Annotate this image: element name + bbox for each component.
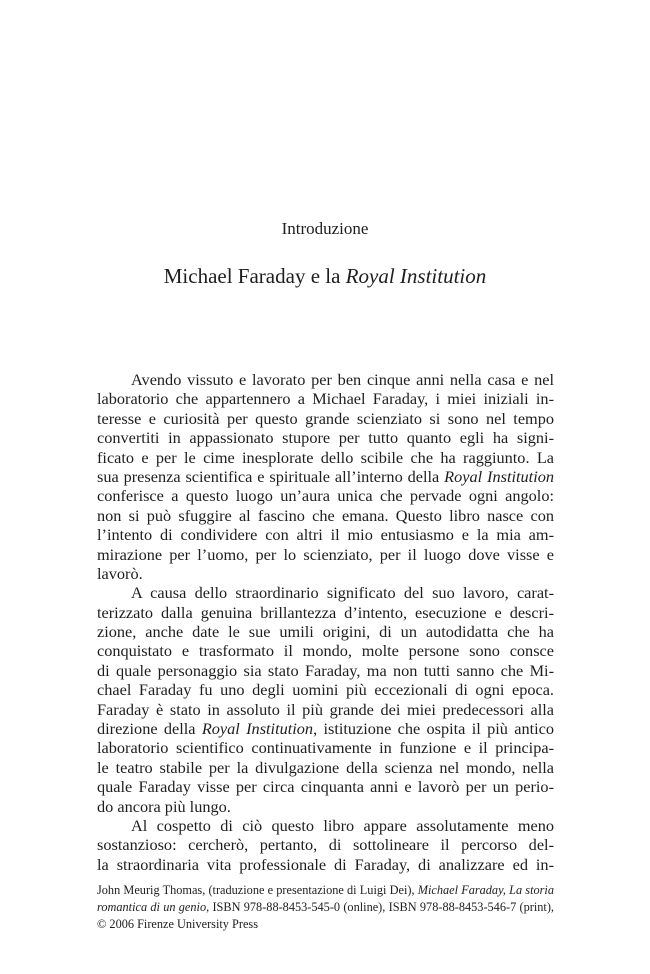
body-line — [97, 545, 554, 564]
text: lavorò. — [97, 563, 143, 583]
body-line — [97, 389, 554, 408]
body-line — [97, 777, 554, 796]
body-line — [97, 816, 554, 835]
text: Al cospetto di ciò questo libro appare assolutamente meno — [131, 815, 554, 835]
text: sua presenza scientifica e spirituale all’interno della — [97, 466, 445, 486]
chapter-label: Introduzione — [281, 219, 369, 238]
footer-line — [97, 899, 554, 916]
italic-text: Michael Faraday, La storia — [417, 883, 554, 897]
body-line — [97, 583, 554, 602]
text: mirazione per l’uomo, per lo scienziato, per il luogo dove visse e — [97, 544, 554, 564]
copyright-footer — [97, 882, 554, 933]
italic-text: Royal Institution — [444, 466, 554, 486]
text: convertiti in appassionato stupore per tutto quanto egli ha signi- — [97, 428, 554, 448]
body-line — [97, 564, 554, 583]
body-line — [97, 738, 554, 757]
text: le teatro stabile per la divulgazione della scienza nel mondo, nella — [97, 757, 554, 777]
body-line — [97, 719, 554, 738]
text: John Meurig Thomas, (traduzione e presentazione di Luigi Dei), — [97, 883, 418, 897]
body-text — [97, 370, 554, 874]
body-line — [97, 661, 554, 680]
text: la straordinaria vita professionale di Faraday, di analizzare ed in- — [97, 854, 554, 874]
chapter-title-italic: Royal Institution — [345, 264, 487, 288]
footer-line — [97, 916, 554, 933]
body-line — [97, 680, 554, 699]
text: direzione della — [97, 719, 202, 739]
body-line — [97, 486, 554, 505]
text: A causa dello straordinario significato del suo lavoro, carat- — [131, 583, 554, 603]
body-line — [97, 603, 554, 622]
body-line — [97, 467, 554, 486]
italic-text: romantica di un genio — [97, 900, 207, 914]
text: quale Faraday visse per circa cinquanta anni e lavorò per un perio- — [97, 777, 554, 797]
chapter-title-text: Michael Faraday e la — [163, 264, 346, 288]
text: Faraday è stato in assoluto il più grande dei miei predecessori alla — [97, 699, 554, 719]
text: © 2006 Firenze University Press — [97, 917, 258, 931]
body-line — [97, 622, 554, 641]
body-line — [97, 835, 554, 854]
text: sostanzioso: cercherò, pertanto, di sottolineare il percorso del- — [97, 835, 554, 855]
body-line — [97, 797, 554, 816]
italic-text: Royal Institution — [201, 719, 314, 739]
footer-line — [97, 882, 554, 899]
text: di quale personaggio sia stato Faraday, ma non tutti sanno che Mi- — [97, 660, 554, 680]
text: conquistato e trasformato il mondo, molte persone sono consce — [97, 641, 554, 661]
text: laboratorio scientifico continuativamente in funzione e il principa- — [97, 738, 554, 758]
body-line — [97, 409, 554, 428]
chapter-title — [0, 264, 650, 289]
text: , ISBN 978-88-8453-545-0 (online), ISBN 978-88-8453-546-7 (print), — [206, 900, 554, 914]
body-line — [97, 428, 554, 447]
body-line — [97, 700, 554, 719]
body-line — [97, 506, 554, 525]
body-line — [97, 525, 554, 544]
text: l’intento di condividere con altri il mio entusiasmo e la mia am- — [97, 525, 554, 545]
body-line — [97, 758, 554, 777]
body-line — [97, 448, 554, 467]
text: teresse e curiosità per questo grande scienziato si sono nel tempo — [97, 408, 554, 428]
text: do ancora più lungo. — [97, 796, 231, 816]
text: ficato e per le cime inesplorate dello scibile che ha raggiunto. La — [97, 447, 554, 467]
text: terizzato dalla genuina brillantezza d’intento, esecuzione e descri- — [97, 602, 554, 622]
text: zione, anche date le sue umili origini, di un autodidatta che ha — [97, 622, 554, 642]
text: Avendo vissuto e lavorato per ben cinque anni nella casa e nel — [131, 370, 554, 389]
body-line — [97, 641, 554, 660]
text: chael Faraday fu uno degli uomini più eccezionali di ogni epoca. — [97, 680, 554, 700]
body-line — [97, 370, 554, 389]
text: , istituzione che ospita il più antico — [313, 719, 554, 739]
text: laboratorio che appartennero a Michael Faraday, i miei iniziali in- — [97, 389, 554, 409]
text: conferisce a questo luogo un’aura unica che pervade ogni angolo: — [97, 486, 554, 506]
text: non si può sfuggire al fascino che emana. Questo libro nasce con — [97, 505, 554, 525]
body-line — [97, 855, 554, 874]
